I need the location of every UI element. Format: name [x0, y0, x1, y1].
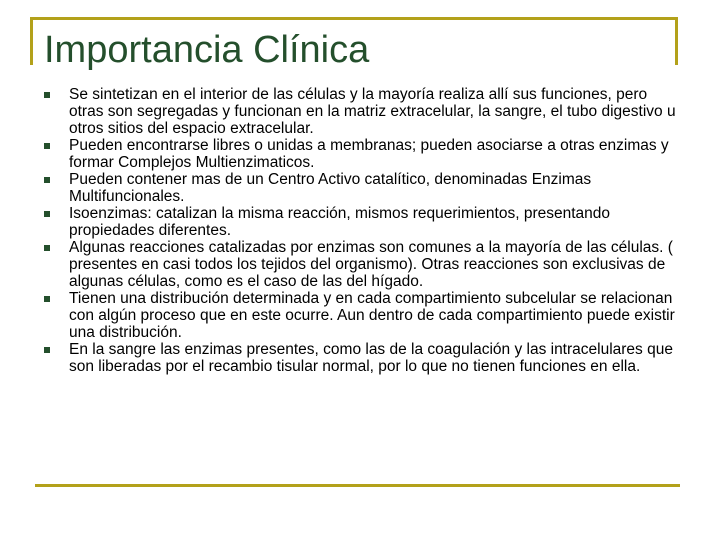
- bullet-list: [44, 86, 684, 375]
- bullet-item: [44, 205, 684, 239]
- bullet-item: [44, 239, 684, 290]
- square-bullet-icon: [44, 143, 50, 149]
- bullet-text: Se sintetizan en el interior de las células y la mayoría realiza allí sus funciones, pero otras son segregadas y funcionan en la matriz extracelular, la sangre, el tubo digestivo u otros sitios del espacio extracelular.: [69, 86, 676, 137]
- bullet-text: Pueden contener mas de un Centro Activo catalítico, denominadas Enzimas Multifuncionales.: [69, 171, 592, 205]
- bottom-divider-line: [35, 484, 680, 487]
- square-bullet-icon: [44, 245, 50, 251]
- square-bullet-icon: [44, 177, 50, 183]
- bullet-text: En la sangre las enzimas presentes, como las de la coagulación y las intracelulares que son liberadas por el recambio tisular normal, por lo que no tienen funciones en ella.: [69, 341, 673, 375]
- square-bullet-icon: [44, 296, 50, 302]
- bullet-text: Isoenzimas: catalizan la misma reacción, mismos requerimientos, presentando propiedades diferentes.: [69, 205, 611, 239]
- square-bullet-icon: [44, 92, 50, 98]
- square-bullet-icon: [44, 347, 50, 353]
- bullet-text: Algunas reacciones catalizadas por enzimas son comunes a la mayoría de las células. ( presentes en casi todos los tejidos del organismo). Otras reacciones son exclusivas de algunas células, como es el caso de las del hígado.: [69, 239, 673, 290]
- bullet-item: [44, 290, 684, 341]
- bullet-item: [44, 137, 684, 171]
- title-frame-right-line: [675, 17, 678, 65]
- bullet-item: [44, 86, 684, 137]
- bullet-text: Tienen una distribución determinada y en cada compartimiento subcelular se relacionan con algún proceso que en este ocurre. Aun dentro de cada compartimiento puede existir una distribución.: [69, 290, 675, 341]
- title-frame-top-line: [30, 17, 678, 20]
- slide-title: Importancia Clínica: [44, 29, 370, 71]
- bullet-text: Pueden encontrarse libres o unidas a membranas; pueden asociarse a otras enzimas y formar Complejos Multienzimaticos.: [69, 137, 669, 171]
- bullet-item: [44, 341, 684, 375]
- square-bullet-icon: [44, 211, 50, 217]
- bullet-item: [44, 171, 684, 205]
- title-frame-left-line: [30, 17, 33, 65]
